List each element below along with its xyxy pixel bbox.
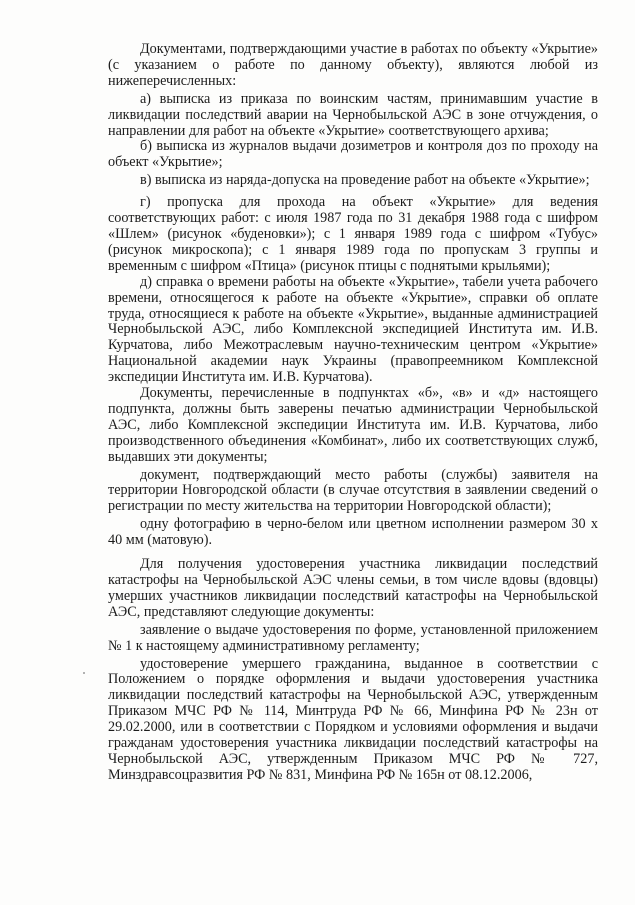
paragraph-item-d: д) справка о времени работы на объекте «Укрытие», табели учета рабочего времени, относящегося к работе на объекте «Укрытие», справки об оплате труда, относящиеся к работе на объекте «Укрытие», выданные администрацией Чернобыльской АЭС, либо Комплексной экспедицией Института им. И.В. Курчатова, либо Межотраслевым научно-техническим центром «Укрытие» Национальной академии наук Украины (правопреемником Комплексной экспедиции Института им. И.В. Курчатова). [108, 273, 598, 386]
paragraph-application: заявление о выдаче удостоверения по форме, установленной приложением № 1 к настоящему административному регламенту; [108, 621, 598, 654]
paragraph-photo: одну фотографию в черно-белом или цветном исполнении размером 30 х 40 мм (матовую). [108, 516, 598, 549]
paragraph-deceased-certificate: удостоверение умершего гражданина, выданное в соответствии с Положением о порядке оформления и выдачи удостоверения участника ликвидации последствий катастрофы на Чернобыльской АЭС, утвержденным Приказом МЧС РФ № 114, Минтруда РФ № 66, Минфина РФ № 23н от 29.02.2000, или в соответствии с Порядком и условиями оформления и выдачи гражданам удостоверения участника ликвидации последствий катастрофы на Чернобыльской АЭС, утвержденным Приказом МЧС РФ № 727, Минздравсоцразвития РФ № 831, Минфина РФ № 165н от 08.12.2006, [108, 655, 598, 783]
paragraph-item-a: а) выписка из приказа по воинским частям, принимавшим участие в ликвидации последствий аварии на Чернобыльской АЭС в зоне отчуждения, о направлении для работ на объекте «Укрытие» соответствующего архива; [108, 90, 598, 139]
paragraph-item-v: в) выписка из наряда-допуска на проведение работ на объекте «Укрытие»; [140, 172, 590, 189]
paragraph-family-members: Для получения удостоверения участника ликвидации последствий катастрофы на Чернобыльской АЭС члены семьи, в том числе вдовы (вдовцы) умерших участников ликвидации последствий катастрофы на Чернобыльской АЭС, представляют следующие документы: [108, 556, 598, 620]
paragraph-item-g: г) пропуска для прохода на объект «Укрытие» для ведения соответствующих работ: с июля 1987 года по 31 декабря 1988 года с шифром «Шлем» (рисунок «буденовки»); с 1 января 1989 года с шифром «Тубус» (рисунок микроскопа); с 1 января 1989 года по пропускам 3 группы и временным с шифром «Птица» (рисунок птицы с поднятыми крыльями); [108, 194, 598, 274]
paragraph-certification: Документы, перечисленные в подпунктах «б», «в» и «д» настоящего подпункта, должны быть заверены печатью администрации Чернобыльской АЭС, либо Комплексной экспедиции Института им. И.В. Курчатова, либо производственного объединения «Комбинат», либо их соответствующих служб, выдавших эти документы; [108, 385, 598, 465]
paragraph-item-b: б) выписка из журналов выдачи дозиметров и контроля доз по проходу на объект «Укрытие»; [108, 138, 598, 171]
document-body [108, 42, 598, 784]
paragraph-work-place: документ, подтверждающий место работы (службы) заявителя на территории Новгородской области (в случае отсутствия в заявлении сведений о регистрации по месту жительства на территории Новгородской области); [108, 466, 598, 515]
paragraph-documents-intro: Документами, подтверждающими участие в работах по объекту «Укрытие» (с указанием о работе по данному объекту), являются любой из нижеперечисленных: [108, 41, 598, 89]
scan-speck [83, 672, 85, 674]
